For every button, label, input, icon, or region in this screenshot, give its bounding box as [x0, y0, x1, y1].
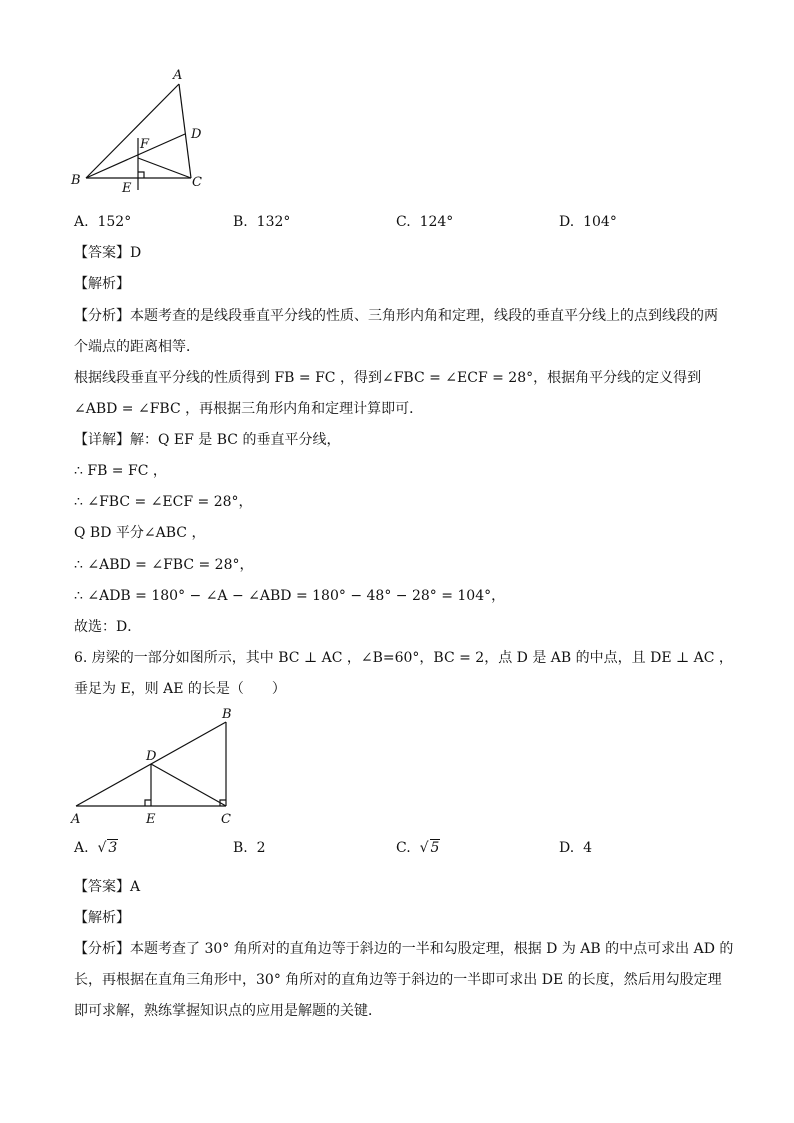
label-a: A	[173, 68, 183, 83]
label-d: D	[146, 749, 157, 764]
q5-detail-line-3: ∴ ∠FBC = ∠ECF = 28°，	[74, 494, 253, 510]
label-d: D	[191, 127, 202, 142]
q5-detail-line-5: ∴ ∠ABD = ∠FBC = 28°，	[74, 557, 254, 573]
label-a: A	[71, 812, 81, 827]
label-f: F	[140, 137, 150, 152]
label-e: E	[146, 812, 156, 827]
segment-ac	[179, 84, 191, 178]
beam-figure-q6	[66, 704, 246, 828]
q5-option-b: B. 132°	[233, 214, 291, 230]
q6-stem-line-1: 6. 房梁的一部分如图所示，其中 BC ⊥ AC ，∠B=60°，BC = 2，点 D 是 AB 的中点，且 DE ⊥ AC ，	[74, 650, 733, 666]
q6-option-d: D. 4	[559, 840, 593, 856]
right-angle-mark-e	[145, 800, 151, 806]
segment-bd	[86, 134, 185, 178]
segment-fc	[138, 158, 191, 178]
q6-option-b: B. 2	[233, 840, 266, 856]
q5-analysis-line-2: 个端点的距离相等．	[74, 339, 200, 355]
segment-ab	[86, 84, 179, 178]
q6-option-a: A. √ 3	[74, 840, 118, 856]
q6-analysis-line-2: 长，再根据在直角三角形中，30° 角所对的直角边等于斜边的一半即可求出 DE 的长度，然后用勾股定理	[74, 972, 722, 988]
q5-detail-line-4: Q BD 平分∠ABC ，	[74, 525, 206, 541]
q5-answer: 【答案】D	[74, 245, 142, 261]
label-c: C	[221, 812, 231, 827]
q5-option-c: C. 124°	[396, 214, 454, 230]
q5-option-d: D. 104°	[559, 214, 617, 230]
q5-analysis-line-4: ∠ABD = ∠FBC ，再根据三角形内角和定理计算即可．	[74, 401, 424, 417]
label-b: B	[71, 173, 81, 188]
q5-jiexi-heading: 【解析】	[74, 276, 130, 292]
q6-jiexi-heading: 【解析】	[74, 910, 130, 926]
right-angle-mark-e	[138, 172, 144, 178]
q5-analysis-line-3: 根据线段垂直平分线的性质得到 FB = FC ，得到∠FBC = ∠ECF = 28°，根据角平分线的定义得到	[74, 370, 702, 386]
q6-answer: 【答案】A	[74, 879, 141, 895]
radicand-3: 3	[108, 840, 118, 856]
label-e: E	[122, 181, 132, 196]
label-b: B	[222, 707, 232, 722]
radicand-5: 5	[430, 840, 440, 856]
label-c: C	[192, 175, 202, 190]
q6-stem-line-2: 垂足为 E，则 AE 的长是（ ）	[74, 681, 286, 697]
q5-detail-line-2: ∴ FB = FC ，	[74, 463, 167, 479]
triangle-figure-q5	[66, 62, 216, 198]
q5-option-a: A. 152°	[74, 214, 132, 230]
q6-analysis-line-1: 【分析】本题考查了 30° 角所对的直角边等于斜边的一半和勾股定理，根据 D 为 AB 的中点可求出 AD 的	[74, 941, 734, 957]
q5-detail-line-1: 【详解】解：Q EF 是 BC 的垂直平分线，	[74, 432, 341, 448]
q5-detail-line-6: ∴ ∠ADB = 180° − ∠A − ∠ABD = 180° − 48° − 28° = 104°，	[74, 588, 506, 604]
q5-analysis-line-1: 【分析】本题考查的是线段垂直平分线的性质、三角形内角和定理，线段的垂直平分线上的点到线段的两	[74, 308, 718, 324]
q6-option-c: C. √ 5	[396, 840, 440, 856]
segment-dc	[151, 764, 226, 806]
q6-analysis-line-3: 即可求解，熟练掌握知识点的应用是解题的关键．	[74, 1003, 382, 1019]
q5-detail-line-7: 故选：D．	[74, 619, 142, 635]
